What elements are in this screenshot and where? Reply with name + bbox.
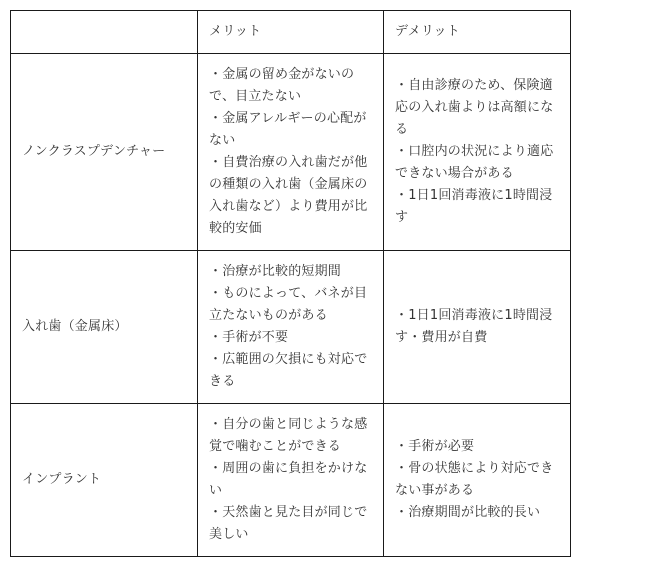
demerits-cell: ・手術が必要 ・骨の状態により対応できない事がある ・治療期間が比較的長い — [384, 404, 571, 557]
row-label: ノンクラスプデンチャー — [11, 54, 198, 251]
header-demerits: デメリット — [384, 11, 571, 54]
row-label: インプラント — [11, 404, 198, 557]
row-label: 入れ歯（金属床） — [11, 251, 198, 404]
demerits-cell: ・1日1回消毒液に1時間浸す・費用が自費 — [384, 251, 571, 404]
header-empty-cell — [11, 11, 198, 54]
table-row — [11, 251, 571, 404]
demerits-cell: ・自由診療のため、保険適応の入れ歯よりは高額になる ・口腔内の状況により適応できない場合がある ・1日1回消毒液に1時間浸す — [384, 54, 571, 251]
header-merits: メリット — [198, 11, 384, 54]
merits-cell: ・治療が比較的短期間 ・ものによって、バネが目立たないものがある ・手術が不要 ・広範囲の欠損にも対応できる — [198, 251, 384, 404]
merits-cell: ・自分の歯と同じような感覚で噛むことができる ・周囲の歯に負担をかけない ・天然歯と見た目が同じで美しい — [198, 404, 384, 557]
table-row — [11, 404, 571, 557]
merits-cell: ・金属の留め金がないので、目立たない ・金属アレルギーの心配がない ・自費治療の入れ歯だが他の種類の入れ歯（金属床の入れ歯など）より費用が比較的安価 — [198, 54, 384, 251]
table-header-row — [11, 11, 571, 54]
table-row — [11, 54, 571, 251]
comparison-table — [10, 10, 571, 557]
